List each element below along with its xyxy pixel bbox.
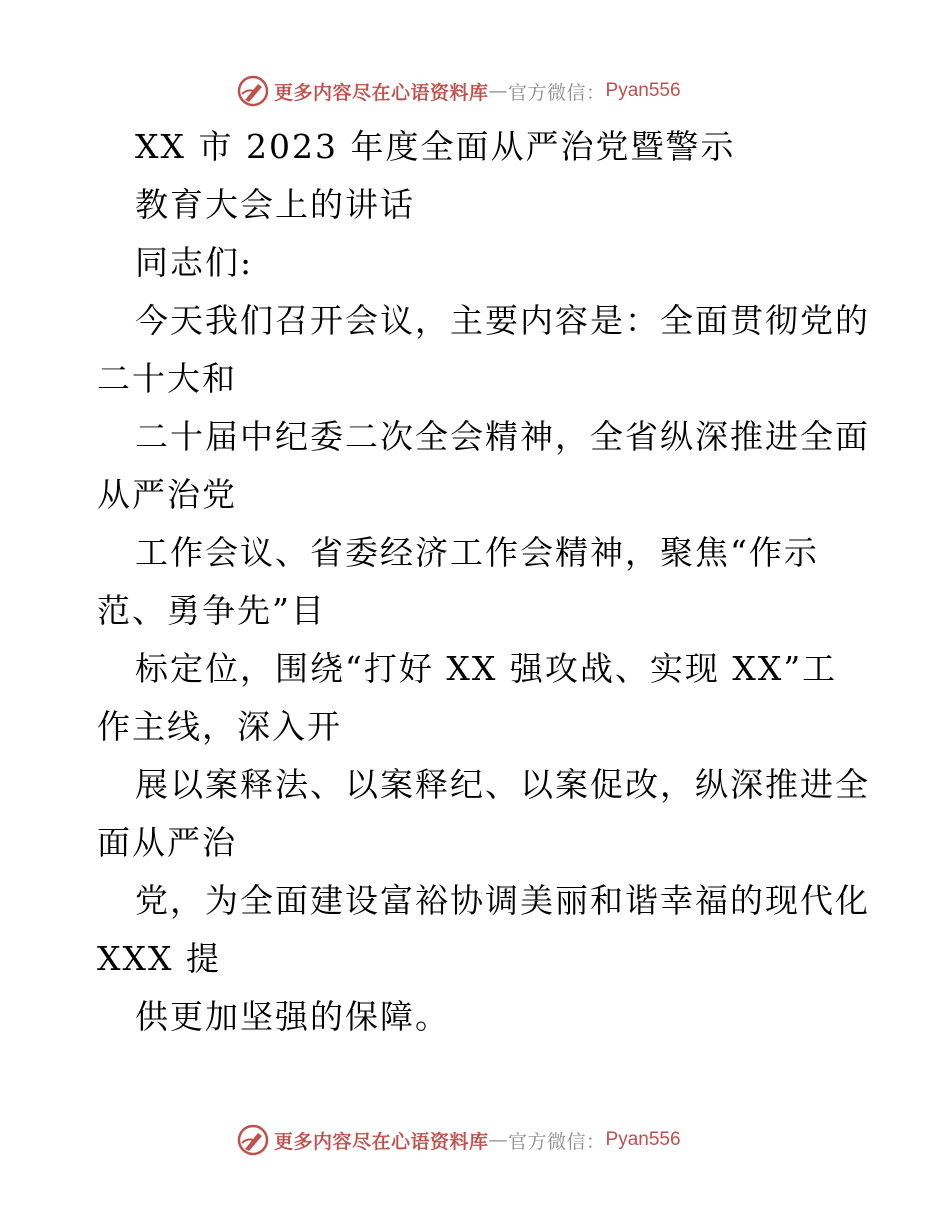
pen-circle-logo-icon bbox=[236, 74, 270, 108]
header-watermark bbox=[236, 71, 681, 111]
body-line: 工作会议、省委经济工作会精神，聚焦“作示 bbox=[135, 533, 819, 572]
watermark-separator: — bbox=[488, 1129, 509, 1151]
body-line: 展以案释法、以案释纪、以案促改，纵深推进全 bbox=[135, 765, 870, 804]
watermark-sub: 官方微信： bbox=[508, 1130, 606, 1153]
body-line: 作主线，深入开 bbox=[97, 707, 342, 746]
body-line: 面从严治 bbox=[97, 823, 237, 862]
body-line: 从严治党 bbox=[97, 475, 237, 514]
body-line: 二十大和 bbox=[97, 359, 237, 398]
footer-watermark bbox=[236, 1120, 681, 1160]
watermark-id: Pyan556 bbox=[605, 80, 681, 101]
watermark-brand: 更多内容尽在心语资料库 bbox=[274, 81, 489, 104]
watermark-brand: 更多内容尽在心语资料库 bbox=[274, 1130, 489, 1153]
body-line: 供更加坚强的保障。 bbox=[135, 997, 450, 1036]
watermark-separator: — bbox=[488, 80, 509, 102]
body-line: XX 市 2023 年度全面从严治党暨警示 bbox=[135, 127, 736, 166]
body-line: 教育大会上的讲话 bbox=[135, 185, 415, 224]
watermark-id: Pyan556 bbox=[605, 1129, 681, 1150]
body-line: 今天我们召开会议，主要内容是：全面贯彻党的 bbox=[135, 301, 870, 340]
watermark-sub: 官方微信： bbox=[508, 81, 606, 104]
body-line: XXX 提 bbox=[97, 939, 221, 978]
body-line: 标定位，围绕“打好 XX 强攻战、实现 XX”工 bbox=[135, 649, 838, 688]
body-line: 党，为全面建设富裕协调美丽和谐幸福的现代化 bbox=[135, 881, 870, 920]
pen-circle-logo-icon bbox=[236, 1123, 270, 1157]
body-line: 范、勇争先”目 bbox=[97, 591, 326, 630]
body-line: 二十届中纪委二次全会精神，全省纵深推进全面 bbox=[135, 417, 870, 456]
body-line: 同志们: bbox=[135, 243, 254, 282]
